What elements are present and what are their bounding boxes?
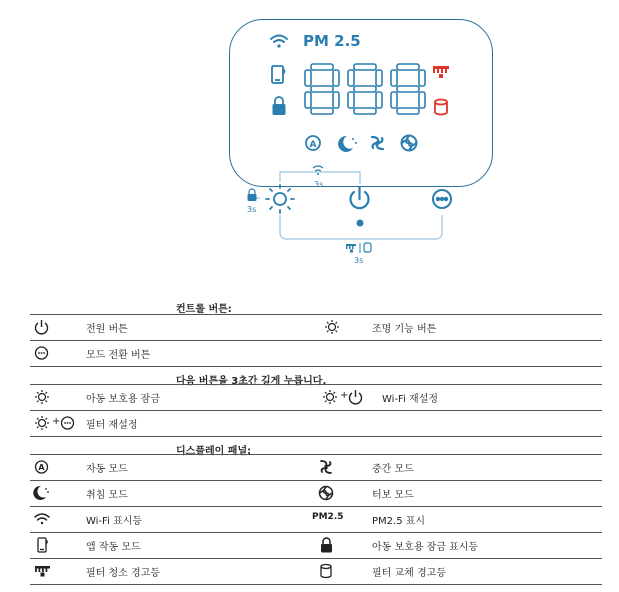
section-control-title: 컨트롤 버튼:	[176, 304, 232, 315]
filter-reset-label: 필터 재설정	[86, 420, 138, 431]
digit-1-segment-2	[311, 86, 333, 92]
light-button-label: 조명 기능 버튼	[372, 324, 437, 335]
child-lock-indicator-label: 아동 보호용 잠금 표시등	[372, 542, 479, 553]
wifi-reset-label: Wi-Fi 재설정	[382, 394, 439, 405]
power-button-icon[interactable]	[350, 187, 368, 208]
digit-3-segment-7	[419, 92, 425, 108]
pm25-label: PM 2.5	[303, 32, 361, 50]
legend-row-sleep	[30, 480, 602, 507]
turbo-mode-icon	[402, 136, 417, 151]
hold-3s-left: 3s	[247, 205, 257, 214]
filter-replace-warning-icon	[435, 100, 447, 115]
phone-icon	[32, 536, 62, 554]
digit-3-segment-1	[397, 64, 419, 70]
medium-mode-icon	[316, 458, 346, 476]
auto-mode-icon	[306, 136, 320, 150]
digit-3-segment-5	[419, 70, 425, 86]
medium-mode-label: 중간 모드	[372, 464, 414, 475]
digit-3-segment-4	[391, 70, 397, 86]
digit-1-segment-7	[333, 92, 339, 108]
digit-2-segment-6	[348, 92, 354, 108]
power-icon	[346, 388, 366, 406]
lock-icon	[273, 97, 286, 115]
power-indicator-dot	[357, 220, 364, 227]
digit-3-segment-3	[397, 108, 419, 114]
digit-3-segment-6	[391, 92, 397, 108]
child-lock-small-icon	[248, 189, 257, 201]
auto-mode-label: 자동 모드	[86, 464, 128, 475]
digit-1-segment-5	[333, 70, 339, 86]
legend-row-app	[30, 532, 602, 559]
svg-text:A: A	[38, 463, 45, 472]
child-lock-label: 아동 보호용 잠금	[86, 394, 160, 405]
digit-2-segment-1	[354, 64, 376, 70]
light-icon	[32, 414, 52, 432]
digit-2-segment-4	[348, 70, 354, 86]
digit-1-segment-6	[305, 92, 311, 108]
seven-segment-display	[305, 64, 425, 114]
digit-1-segment-1	[311, 64, 333, 70]
lock-icon	[316, 536, 346, 554]
section-display-title: 디스플레이 패널:	[176, 446, 252, 457]
digit-2-segment-5	[376, 70, 382, 86]
legend-row-wifi	[30, 506, 602, 533]
digit-3-segment-2	[397, 86, 419, 92]
digit-1-segment-4	[305, 70, 311, 86]
legend-row-filter-reset	[30, 410, 602, 437]
light-function-button-icon[interactable]	[266, 185, 294, 213]
plus-sign: +	[340, 390, 349, 401]
legend-row-filter	[30, 558, 602, 585]
medium-mode-icon	[372, 137, 383, 149]
digit-2-segment-7	[376, 92, 382, 108]
filter-replace-icon	[316, 562, 346, 580]
auto-mode-icon	[32, 458, 62, 476]
section-hold-title: 다음 버튼을 3초간 길게 누릅니다.	[176, 376, 327, 387]
legend-row-power	[30, 314, 602, 341]
plus-sign: +	[52, 416, 61, 427]
phone-icon	[272, 66, 285, 83]
mode-switch-button-icon[interactable]	[433, 190, 451, 208]
power-icon	[32, 318, 62, 336]
pm25-display-label: PM2.5 표시	[372, 516, 426, 527]
filter-replace-label: 필터 교체 경고등	[372, 568, 446, 579]
filter-clean-label: 필터 청소 경고등	[86, 568, 160, 579]
digit-2-segment-2	[354, 86, 376, 92]
wifi-icon	[32, 510, 62, 528]
wifi-icon	[271, 36, 287, 48]
sleep-mode-icon	[338, 136, 357, 152]
light-icon	[322, 318, 352, 336]
wifi-indicator-label: Wi-Fi 표시등	[86, 516, 143, 527]
mode-icon	[58, 414, 78, 432]
legend-row-mode	[30, 340, 602, 367]
sleep-mode-label: 취침 모드	[86, 490, 128, 501]
power-button-label: 전원 버튼	[86, 324, 128, 335]
legend-row-auto	[30, 454, 602, 481]
mode-button-label: 모드 전환 버튼	[86, 350, 151, 361]
digit-1-segment-3	[311, 108, 333, 114]
digit-2-segment-3	[354, 108, 376, 114]
turbo-mode-label: 터보 모드	[372, 490, 414, 501]
mode-icon	[32, 344, 62, 362]
pm25-symbol: PM2.5	[312, 512, 344, 522]
filter-reset-small-icon	[346, 243, 371, 253]
hold-3s-top: 3s	[314, 180, 324, 189]
app-mode-label: 앱 작동 모드	[86, 542, 141, 553]
light-icon	[320, 388, 340, 406]
sleep-mode-icon	[32, 484, 62, 502]
svg-text:A: A	[309, 140, 317, 150]
light-icon	[32, 388, 62, 406]
filter-clean-icon	[32, 562, 62, 580]
legend-row-child-lock	[30, 384, 602, 411]
hold-3s-bottom: 3s	[354, 256, 364, 265]
filter-clean-warning-icon	[433, 66, 449, 78]
wifi-reset-small-icon	[313, 166, 323, 175]
turbo-mode-icon	[316, 484, 346, 502]
